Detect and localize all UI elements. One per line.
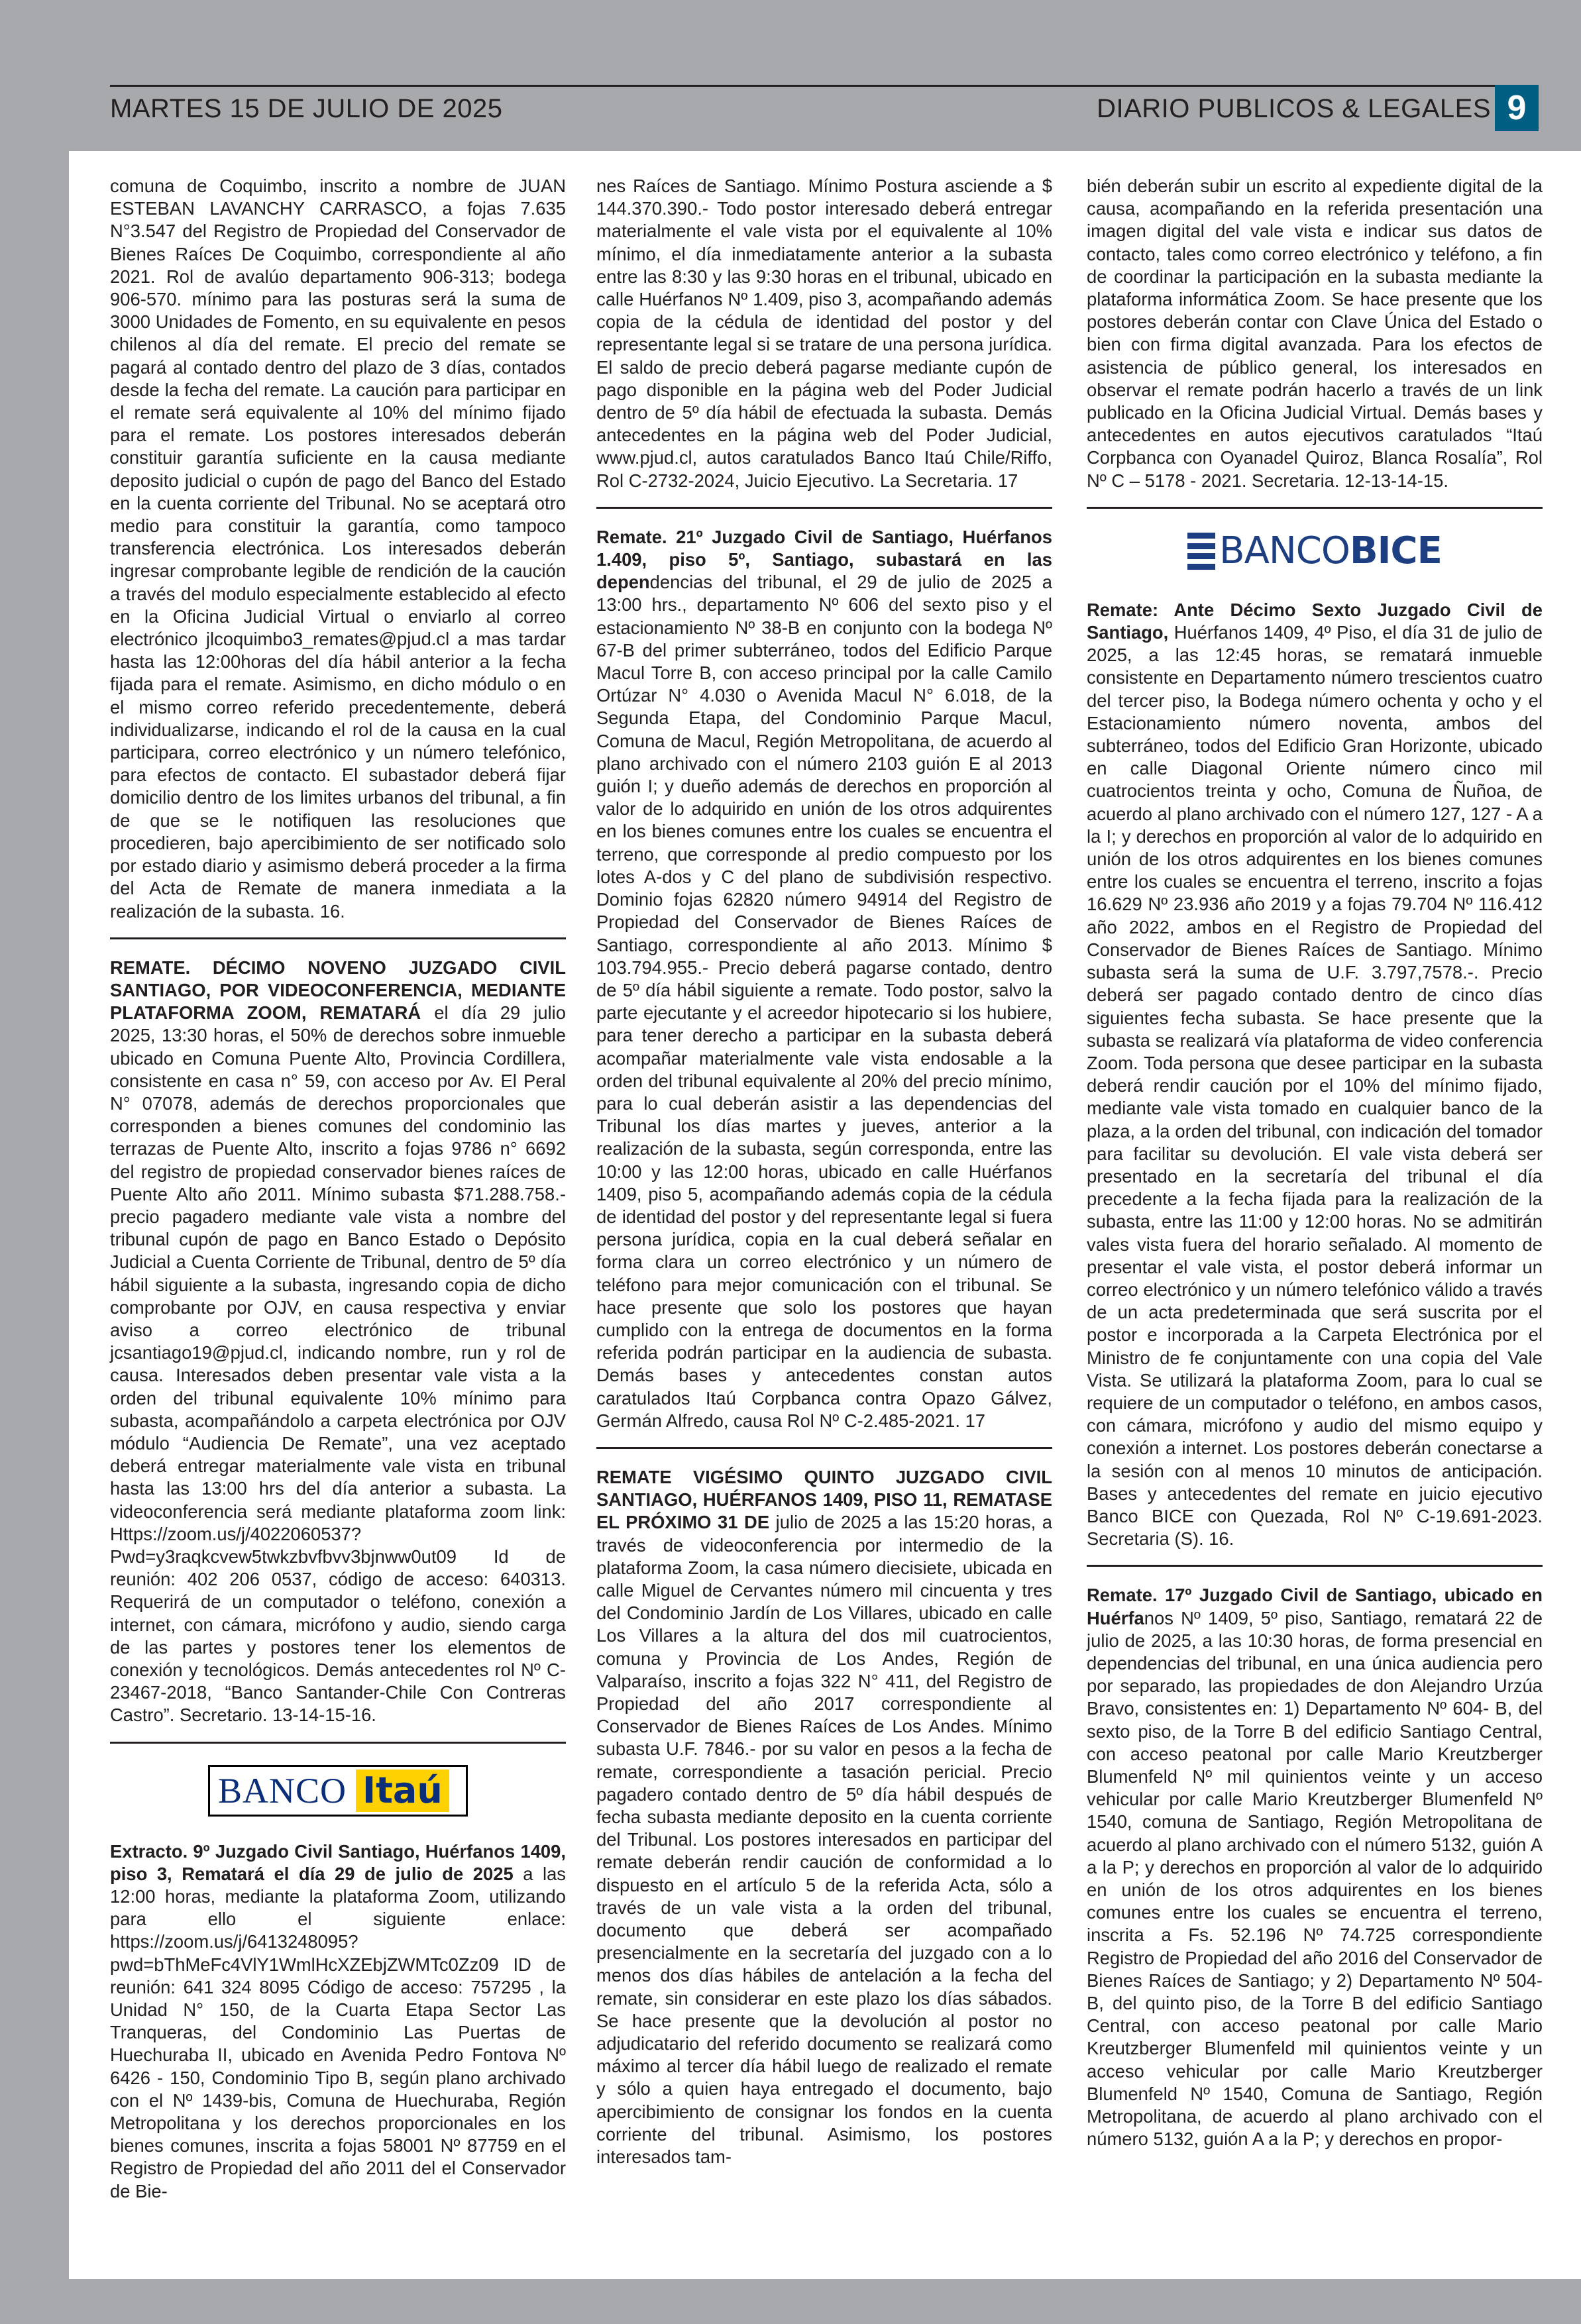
banco-itau-logo-box	[208, 1765, 468, 1817]
notice-divider	[110, 1742, 566, 1744]
notice-heading: Remate. 21º Juzgado Civil de Santiago, Huérfanos 1.409, piso 5º, Santiago, subastará en las depen	[596, 526, 1052, 593]
notice	[1087, 1584, 1543, 2150]
logo-bice-word: BICE	[1349, 529, 1442, 572]
notice-divider	[596, 507, 1052, 509]
notice-divider	[1087, 1565, 1543, 1567]
notice-text: comuna de Coquimbo, inscrito a nombre de JUAN ESTEBAN LAVANCHY CARRASCO, a fojas 7.635 N°3.547 del Registro de Propiedad del Conservador de Bienes Raíces De Coquimbo, correspondiente al año 2021. Rol de avalúo departamento 906-313; bodega 906-570. mínimo para las posturas será la suma de 3000 Unidades de Fomento, en su equivalente en pesos chilenos al día del remate. El precio del remate se pagará al contado dentro del plazo de 3 días, contados desde la fecha del remate. La caución para participar en el remate será equivalente al 10% del mínimo fijado para el remate. Los postores interesados deberán constituir garantía suficiente en la causa mediante deposito judicial o cupón de pago del Banco del Estado en la cuenta corriente del Tribunal. No se aceptará otro medio para constituir la garantía, como tampoco transferencia electrónica. Los interesados deberán ingresar comprobante legible de rendición de la caución a través del modulo especialmente establecido al efecto en la Oficina Judicial Virtual o enviarlo al correo electrónico jlcoquimbo3_remates@pjud.cl a mas tardar hasta las 12:00horas del día hábil anterior a la fecha fijada para el remate. Asimismo, en dicho módulo o en el mismo correo referido precedentemente, deberá individualizarse, indicando el rol de la causa en la cual participara, correo electrónico y un número telefónico, para efectos de contacto. El subastador deberá fijar domicilio dentro de los limites urbanos del tribunal, a fin de que se le notifiquen las resoluciones que procedieren, bajo apercibimiento de ser notificado solo por estado diario y asimismo deberá proceder a la firma del Acta de Remate de manera inmediata a la realización de la subasta. 16.	[110, 176, 566, 922]
notice	[110, 957, 566, 1727]
notice	[596, 526, 1052, 1432]
notice-divider	[596, 1447, 1052, 1449]
column-3	[1087, 175, 1543, 2150]
notice-heading: REMATE. DÉCIMO NOVENO JUZGADO CIVIL SANTIAGO, POR VIDEOCONFERENCIA, MEDIANTE PLATAFORMA ZOOM, REMATARÁ	[110, 957, 566, 1024]
notice	[596, 1466, 1052, 2168]
bice-bars-icon	[1187, 533, 1215, 570]
notice-text: julio de 2025 a las 15:20 horas, a través de videoconferencia por intermedio de la plataforma Zoom, la casa número diecisiete, ubicada en calle Miguel de Cervantes número mil cincuenta y tres del Condominio Jardín de Los Villares, ubicado en calle Los Villares a la altura del dos mil cuatrocientos, comuna y Provincia de Los Andes, Región de Valparaíso, inscrito a fojas 322 N° 411, del Registro de Propiedad del año 2017 correspondiente al Conservador de Bienes Raíces de Los Andes. Mínimo subasta U.F. 7846.- por su valor en pesos a la fecha de remate, correspondiente a tasación pericial. Precio pagadero contado dentro de 5º día hábil después de fecha subasta mediante deposito en la cuenta corriente del Tribunal. Los postores interesados en participar del remate deberán rendir caución de conformidad a lo dispuesto en el artículo 5 de la referida Acta, sólo a través de un vale vista a la orden del tribunal, documento que deberá ser acompañado presencialmente en la secretaría del juzgado con a lo menos dos días hábiles de antelación a la fecha del remate, sin considerar en este plazo los días sábados. Se hace presente que la devolución al postor no adjudicatario del referido documento se realizará como máximo al tercer día hábil luego de realizado el remate y sólo a quien haya entregado el documento, bajo apercibimiento de consignar los fondos en la cuenta corriente del tribunal. Asimismo, los postores interesados tam-	[596, 1512, 1052, 2168]
logo-banco-word: BANCO	[1219, 529, 1350, 572]
logo-banco-word: BANCO	[218, 1770, 347, 1811]
notice-divider	[1087, 507, 1543, 509]
logo-itau-word: Itaú	[356, 1769, 449, 1812]
header-date: MARTES 15 DE JULIO DE 2025	[110, 94, 503, 123]
notice-heading: REMATE VIGÉSIMO QUINTO JUZGADO CIVIL SANTIAGO, HUÉRFANOS 1409, PISO 11, REMATASE EL PRÓXIMO 31 DE	[596, 1466, 1052, 1533]
banco-itau-logo	[110, 1761, 566, 1840]
notice-heading: Remate: Ante Décimo Sexto Juzgado Civil de Santiago,	[1087, 599, 1543, 643]
column-2	[596, 175, 1052, 2168]
column-1	[110, 175, 566, 2203]
notice	[110, 1840, 566, 2203]
header-rule	[110, 85, 1498, 87]
notice-heading: Extracto. 9º Juzgado Civil Santiago, Huérfanos 1409, piso 3, Rematará el día 29 de julio de 2025	[110, 1840, 566, 1884]
notice-text: el día 29 julio 2025, 13:30 horas, el 50% de derechos sobre inmueble ubicado en Comuna Puente Alto, Provincia Cordillera, consistente en casa n° 59, con acceso por Av. El Peral N° 07078, además de derechos proporcionales que corresponden a bienes comunes del condominio las terrazas de Puente Alto, inscrito a fojas 9786 n° 6692 del registro de propiedad conservador bienes raíces de Puente Alto año 2011. Mínimo subasta $71.288.758.- precio pagadero mediante vale vista a nombre del tribunal cupón de pago en Banco Estado o Depósito Judicial a Cuenta Corriente de Tribunal, dentro de 5º día hábil siguiente a la subasta, ingresando copia de dicho comprobante por OJV, en causa respectiva y enviar aviso a correo electrónico de tribunal jcsantiago19@pjud.cl, indicando nombre, run y rol de causa. Interesados deben presentar vale vista a la orden del tribunal equivalente 10% mínimo para subasta, acompañándolo a carpeta electrónica por OJV módulo “Audiencia De Remate”, una vez aceptado deberá entregar materialmente vale vista en tribunal hasta las 13:00 hrs del día anterior a subasta. La videoconferencia será mediante plataforma zoom link: Https://zoom.us/j/4022060537?Pwd=y3raqkcvew5twkzbvfbvv3bjnww0ut09 Id de reunión: 402 206 0537, código de acceso: 640313. Requerirá de un computador o teléfono, conexión a internet, con cámara, micrófono y audio, siendo carga de las partes y postores tener los elementos de conexión y tecnológicos. Demás antecedentes rol Nº C-23467-2018, “Banco Santander-Chile Con Contreras Castro”. Secretario. 13-14-15-16.	[110, 1002, 566, 1726]
header-paper-name: DIARIO PUBLICOS & LEGALES	[1097, 94, 1491, 123]
notice-divider	[110, 937, 566, 939]
notice-text: a las 12:00 horas, mediante la plataforma Zoom, utilizando para ello el siguiente enlace: https://zoom.us/j/6413248095?pwd=bThMeFc4VlY1WmlHcXZEbjZWMTc0Zz09 ID de reunión: 641 324 8095 Código de acceso: 757295 , la Unidad N° 150, de la Cuarta Etapa Sector Las Tranqueras, del Condominio Las Puertas de Huechuraba II, ubicado en Avenida Pedro Fontova Nº 6426 - 150, Condominio Tipo B, según plano archivado con el Nº 1439-bis, Comuna de Huechuraba, Región Metropolitana y los derechos proporcionales en los bienes comunes, inscrita a fojas 58001 Nº 87759 en el Registro de Propiedad del año 2011 del el Conservador de Bie-	[110, 1863, 567, 2201]
banco-bice-logo-box	[1187, 529, 1442, 572]
logo-bice-wordmark	[1219, 529, 1442, 572]
notice-text: nos Nº 1409, 5º piso, Santiago, rematará 22 de julio de 2025, a las 10:30 horas, de forma presencial en dependencias del tribunal, en una única audiencia pero por separado, las propiedades de don Alejandro Urzúa Bravo, consistentes en: 1) Departamento Nº 604- B, del sexto piso, de la Torre B del edificio Santiago Central, con acceso peatonal por calle Mario Kreutzberger Blumenfeld Nº mil quinientos veinte y un acceso vehicular por calle Mario Kreutzberger Blumenfeld Nº 1540, comuna de Santiago, Región Metropolitana de acuerdo al plano archivado con el número 5132, guión A a la P; y derechos en proporción al valor de lo adquirido en unión de los otros adquirentes en los bienes comunes entre los cuales se encuentra el terreno, inscrita a Fs. 52.196 Nº 74.725 correspondiente Registro de Propiedad del año 2016 del Conservador de Bienes Raíces de Santiago; y 2) Departamento Nº 504- B, del quinto piso, de la Torre B del edificio Santiago Central, con acceso peatonal por calle Mario Kreutzberger Blumenfeld mil quinientos veinte y un acceso vehicular por calle Mario Kreutzberger Blumenfeld Nº 1540, Comuna de Santiago, Región Metropolitana, de acuerdo al plano archivado con el número 5132, guión A a la P; y derechos en propor-	[1087, 1607, 1543, 2150]
notice-text: nes Raíces de Santiago. Mínimo Postura asciende a $ 144.370.390.- Todo postor interesado deberá entregar materialmente el vale vista por el equivalente al 10% mínimo, el día inmediatamente anterior a la subasta entre las 8:30 y las 9:30 horas en el tribunal, ubicado en calle Huérfanos Nº 1.409, piso 3, acompañando además copia de la cédula de identidad del postor y del representante legal si se tratare de una persona jurídica. El saldo de precio deberá pagarse mediante cupón de pago disponible en la página web del Poder Judicial dentro de 5º día hábil de efectuada la subasta. Demás antecedentes en la página web del Poder Judicial, www.pjud.cl, autos caratulados Banco Itaú Chile/Riffo, Rol C-2732-2024, Juicio Ejecutivo. La Secretaria. 17	[596, 176, 1052, 491]
page-number-badge: 9	[1495, 85, 1539, 131]
notice-text: bién deberán subir un escrito al expediente digital de la causa, acompañando en la referida presentación una imagen digital del vale vista e indicar sus datos de contacto, tales como correo electrónico y teléfono, a fin de coordinar la participación en la subasta mediante la plataforma informática Zoom. Se hace presente que los postores deberán contar con Clave Única del Estado o bien con firma digital avanzada. Para los efectos de asistencia de público general, los interesados en observar el remate podrán hacerlo a través de un link publicado en la Oficina Judicial Virtual. Demás bases y antecedentes en autos ejecutivos caratulados “Itaú Corpbanca con Oyanadel Quiroz, Blanca Rosalía”, Rol Nº C – 5178 - 2021. Secretaria. 12-13-14-15.	[1087, 176, 1543, 491]
notice-heading: Remate. 17º Juzgado Civil de Santiago, ubicado en Huérfa	[1087, 1585, 1543, 1628]
notice-text: Huérfanos 1409, 4º Piso, el día 31 de julio de 2025, a las 12:45 horas, se rematará inmueble consistente en Departamento número trescientos cuatro del tercer piso, la Bodega número ochenta y ocho y el Estacionamiento número noventa, ambos del subterráneo, todos del Edificio Gran Horizonte, ubicado en calle Diagonal Oriente número cinco mil cuatrocientos treinta y ocho, Comuna de Ñuñoa, de acuerdo al plano archivado con el número 127, 127 - A a la I; y derechos en proporción al valor de lo adquirido en unión de los otros adquirentes en los bienes comunes entre los cuales se encuentra el terreno, inscrito a fojas 16.629 Nº 23.936 año 2019 y a fojas 79.704 Nº 116.412 año 2022, ambos en el Registro de Propiedad del Conservador de Bienes Raíces de Santiago. Mínimo subasta será la suma de U.F. 3.797,7578.-. Precio deberá ser pagado contado dentro de cinco días siguientes fecha subasta. Se hace presente que la subasta se realizará vía plataforma de video conferencia Zoom. Toda persona que desee participar en la subasta deberá rendir caución por el 10% del mínimo fijado, mediante vale vista tomado en cualquier banco de la plaza, a la orden del tribunal, con indicación del tomador para facilitar su devolución. El vale vista deberá ser presentado en la secretaría del tribunal el día precedente a la fecha fijada para la realización de la subasta, entre las 11:00 y 12:00 horas. No se admitirán vales vista fuera del horario señalado. Al momento de presentar el vale vista, el postor deberá informar un correo electrónico y un número telefónico válido a través de un acta predeterminada que será suscrita por el postor e incorporada a la Carpeta Electrónica por el Ministro de fe conjuntamente con una copia del Vale Vista. Se utilizará la plataforma Zoom, para lo cual se requiere de un computador o teléfono, en ambos casos, con cámara, micrófono y audio del mismo equipo y conexión a internet. Los postores deberán conectarse a la sesión con al menos 10 minutos de anticipación. Bases y antecedentes del remate en juicio ejecutivo Banco BICE con Quezada, Rol Nº C-19.691-2023. Secretaria (S). 16.	[1087, 622, 1543, 1550]
notice	[1087, 599, 1543, 1551]
banco-bice-logo	[1087, 526, 1543, 599]
notice-text: dencias del tribunal, el 29 de julio de 2025 a 13:00 hrs., departamento Nº 606 del sexto piso y el estacionamiento Nº 38-B en conjunto con la bodega Nº 67-B del primer subterráneo, todos del Edificio Parque Macul Torre B, con acceso principal por la calle Camilo Ortúzar N° 4.030 o Avenida Macul N° 6.018, de la Segunda Etapa, del Condominio Parque Macul, Comuna de Macul, Región Metropolitana, de acuerdo al plano archivado con el número 2103 guión E al 2013 guión I; y dueño además de derechos en proporción al valor de lo adquirido en unión de los otros adquirentes en los bienes comunes entre los cuales se encuentra el terreno, que corresponde al predio compuesto por los lotes A-dos y C del plano de subdivisión respectivo. Dominio fojas 62820 número 94914 del Registro de Propiedad del Conservador de Bienes Raíces de Santiago, correspondiente al año 2013. Mínimo $ 103.794.955.- Precio deberá pagarse contado, dentro de 5º día hábil siguiente a remate. Todo postor, salvo la parte ejecutante y el acreedor hipotecario si los hubiere, para tener derecho a participar en la subasta deberá acompañar materialmente vale vista endosable a la orden del tribunal equivalente al 20% del precio mínimo, para lo cual deberán asistir a las dependencias del Tribunal los días martes y jueves, anterior a la realización de la subasta, según corresponda, entre las 10:00 y las 12:00 horas, ubicado en calle Huérfanos 1409, piso 5, acompañando además copia de la cédula de identidad del postor y del representante legal si fuera persona jurídica, copia en la cual deberá señalar en forma clara un correo electrónico y un número de teléfono para mejor comunicación con el tribunal. Se hace presente que solo los postores que hayan cumplido con la entrega de documentos en la forma referida podrán participar en la audiencia de subasta. Demás bases y antecedentes constan autos caratulados Itaú Corpbanca contra Opazo Gálvez, Germán Alfredo, causa Rol Nº C-2.485-2021. 17	[596, 572, 1052, 1431]
